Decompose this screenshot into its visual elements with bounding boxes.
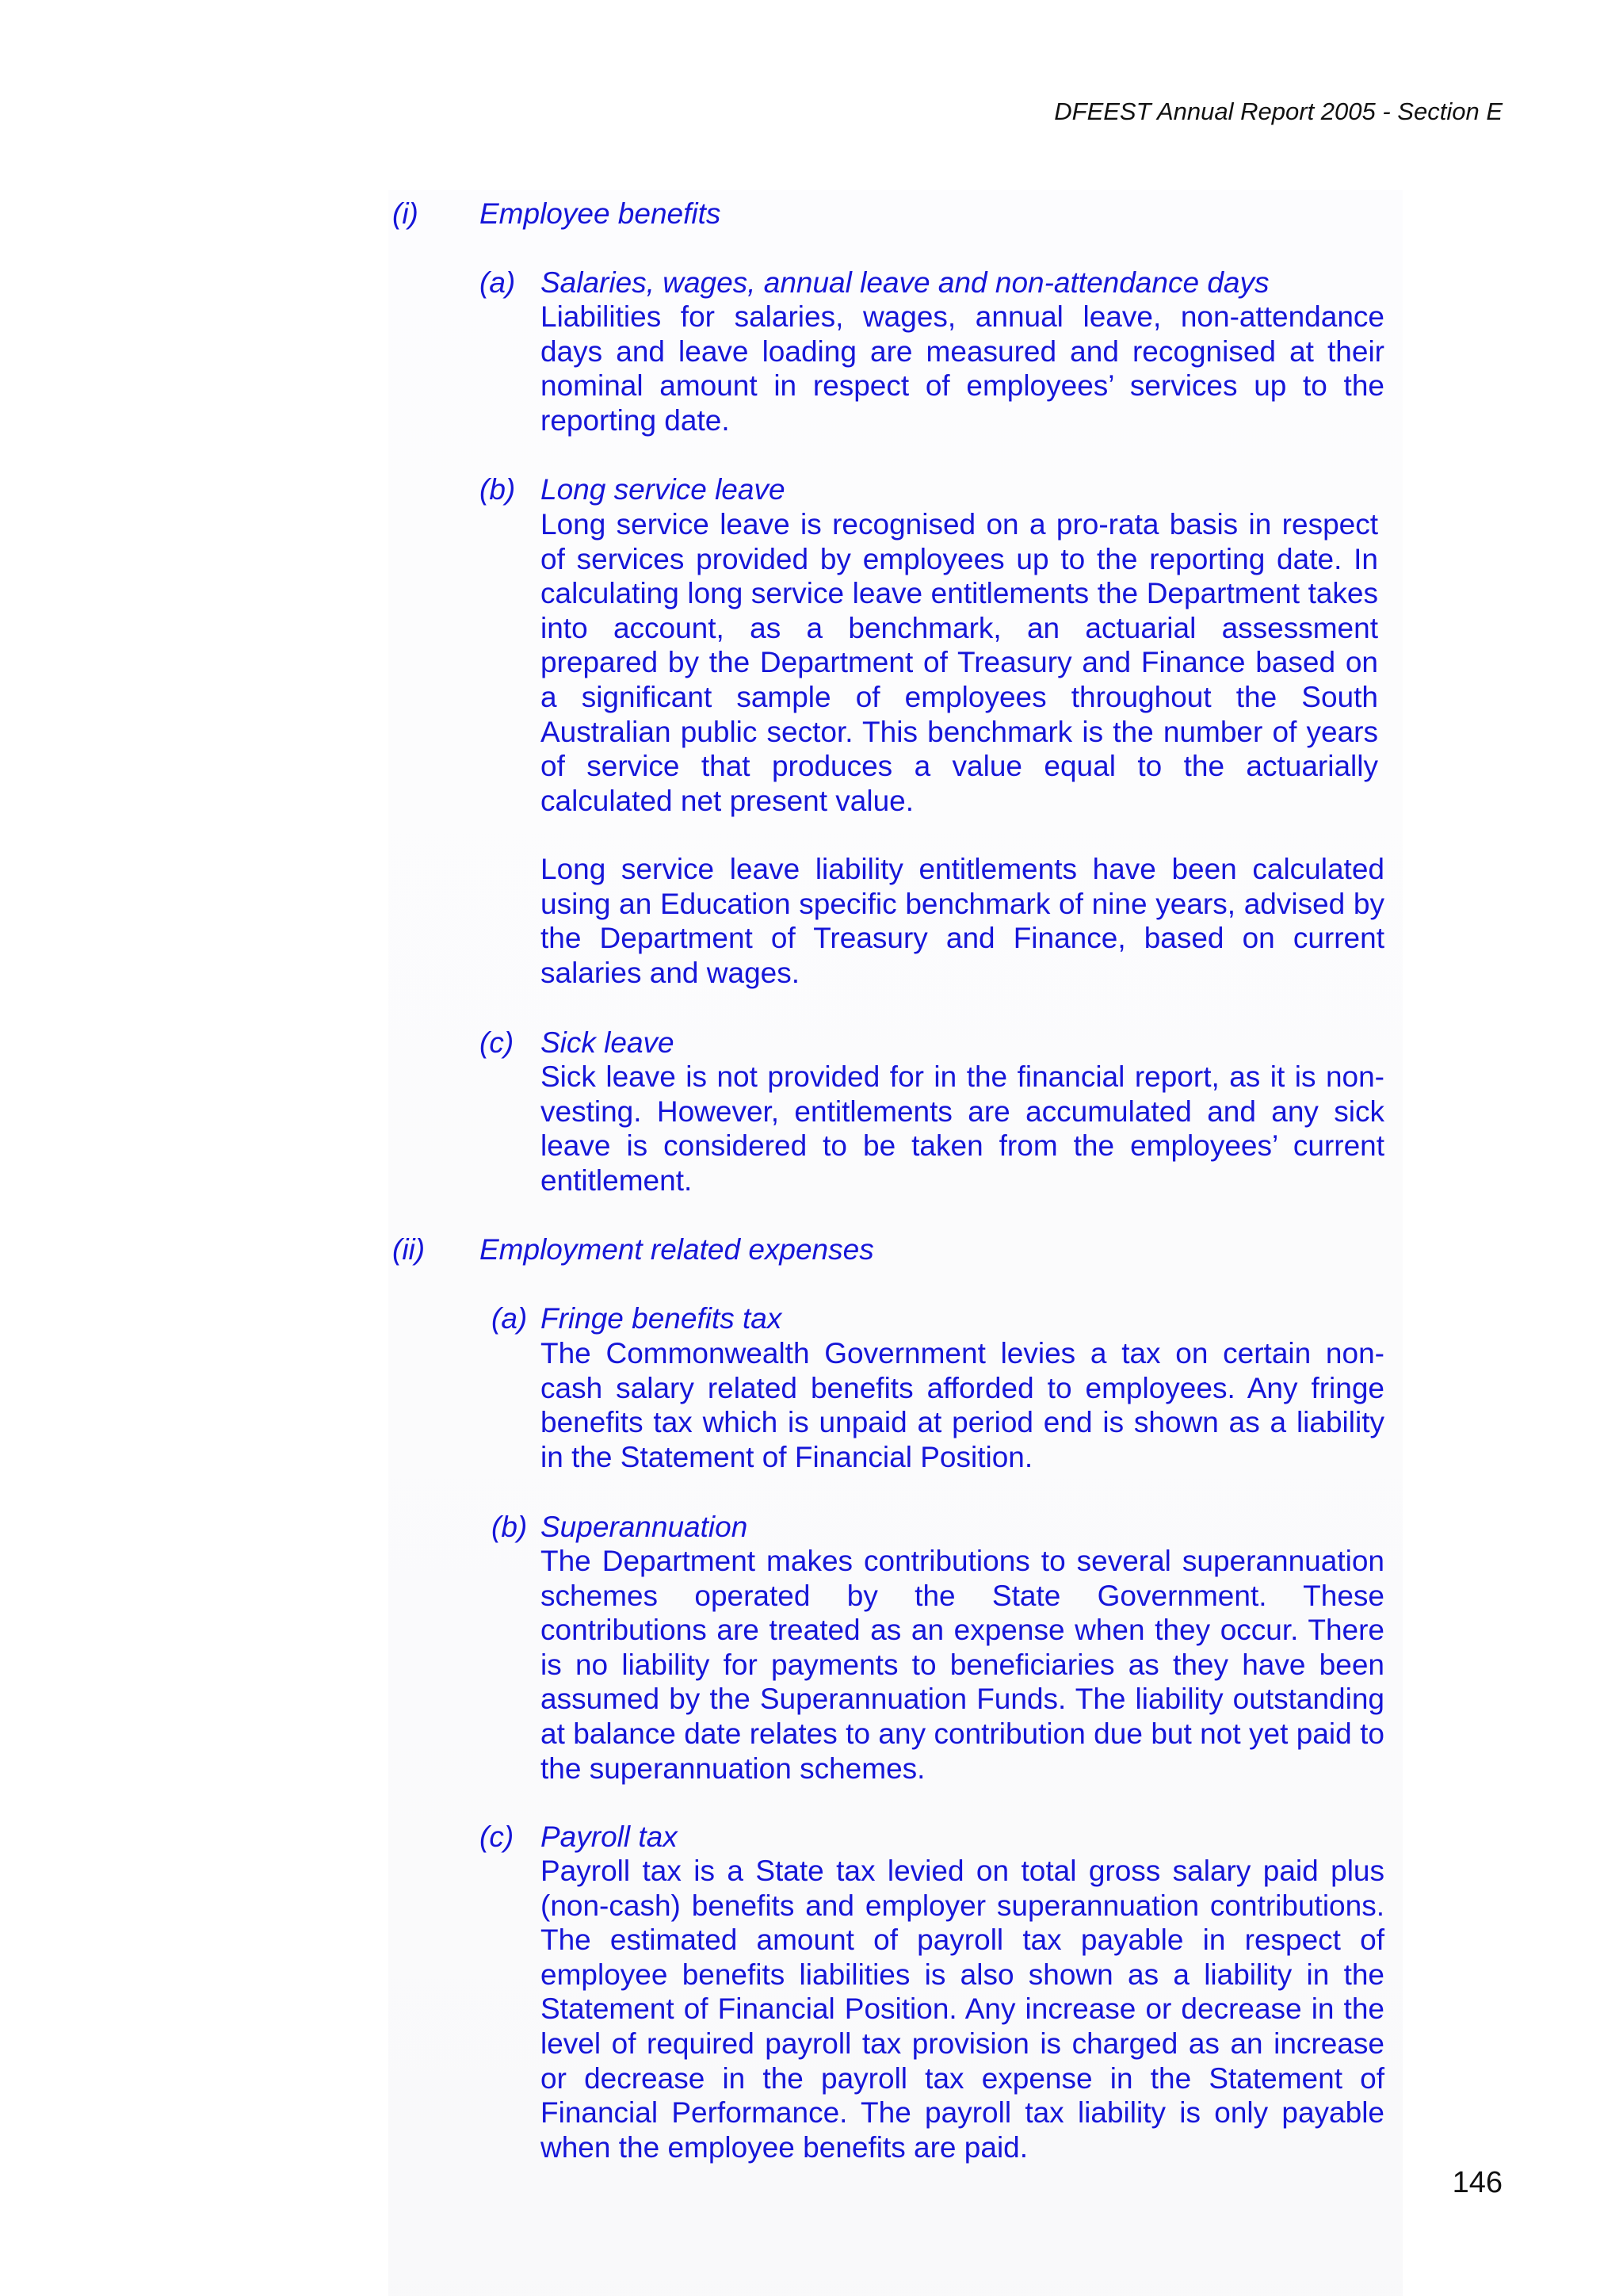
section-number: (i) — [392, 197, 418, 230]
section-number: (ii) — [392, 1233, 426, 1266]
page-header: DFEEST Annual Report 2005 - Section E — [1054, 97, 1503, 125]
item-letter: (a) — [491, 1302, 528, 1335]
item-heading: Salaries, wages, annual leave and non-attendance days — [540, 266, 1270, 299]
section-title: Employee benefits — [479, 197, 721, 230]
item-letter: (c) — [479, 1026, 514, 1059]
paragraph: Payroll tax is a State tax levied on total gross salary paid plus (non-cash) benefits and employer superannuation contributions. The estimated amount of payroll tax payable in respect of employee benefits liabilities is also shown as a liability in the Statement of Financial Position. Any increase or decrease in the level of required payroll tax provision is charged as an increase or decrease in the payroll tax expense in the Statement of Financial Performance. The payroll tax liability is only payable when the employee benefits are paid. — [540, 1855, 1384, 2164]
paragraph: The Department makes contributions to several superannuation schemes operated by the State Government. These contributions are treated as an expense when they occur. There is no liability for payments to beneficiaries as they have been assumed by the Superannuation Funds. The liability outstanding at balance date relates to any contribution due but not yet paid to the superannuation schemes. — [540, 1545, 1384, 1785]
paragraph: Sick leave is not provided for in the financial report, as it is non-vesting. However, entitlements are accumulated and any sick leave is considered to be taken from the employees’ current entitlement. — [540, 1060, 1384, 1197]
item-letter: (b) — [479, 473, 516, 506]
item-heading: Superannuation — [540, 1511, 748, 1543]
paragraph: Long service leave is recognised on a pro-rata basis in respect of services provided by employees up to the reporting date. In calculating long service leave entitlements the Department takes into account, as a benchmark, an actuarial assessment prepared by the Department of Treasury and Finance based on a significant sample of employees throughout the South Australian public sector. This benchmark is the number of years of service that produces a value equal to the actuarially calculated net present value. — [540, 508, 1378, 817]
paragraph: Liabilities for salaries, wages, annual leave, non-attendance days and leave loading are measured and recognised at their nominal amount in respect of employees’ services up to the reporting date. — [540, 300, 1384, 437]
paragraph: The Commonwealth Government levies a tax on certain non-cash salary related benefits afforded to employees. Any fringe benefits tax which is unpaid at period end is shown as a liability in the Statement of Financial Position. — [540, 1337, 1384, 1473]
item-heading: Payroll tax — [540, 1820, 678, 1853]
item-heading: Fringe benefits tax — [540, 1302, 782, 1335]
item-heading: Long service leave — [540, 473, 785, 506]
paragraph: Long service leave liability entitlements have been calculated using an Education specific benchmark of nine years, advised by the Department of Treasury and Finance, based on current salaries and wages. — [540, 853, 1384, 989]
item-letter: (b) — [491, 1511, 528, 1543]
item-heading: Sick leave — [540, 1026, 674, 1059]
item-letter: (c) — [479, 1820, 514, 1853]
section-title: Employment related expenses — [479, 1233, 874, 1266]
item-letter: (a) — [479, 266, 516, 299]
page-number: 146 — [1452, 2166, 1503, 2199]
